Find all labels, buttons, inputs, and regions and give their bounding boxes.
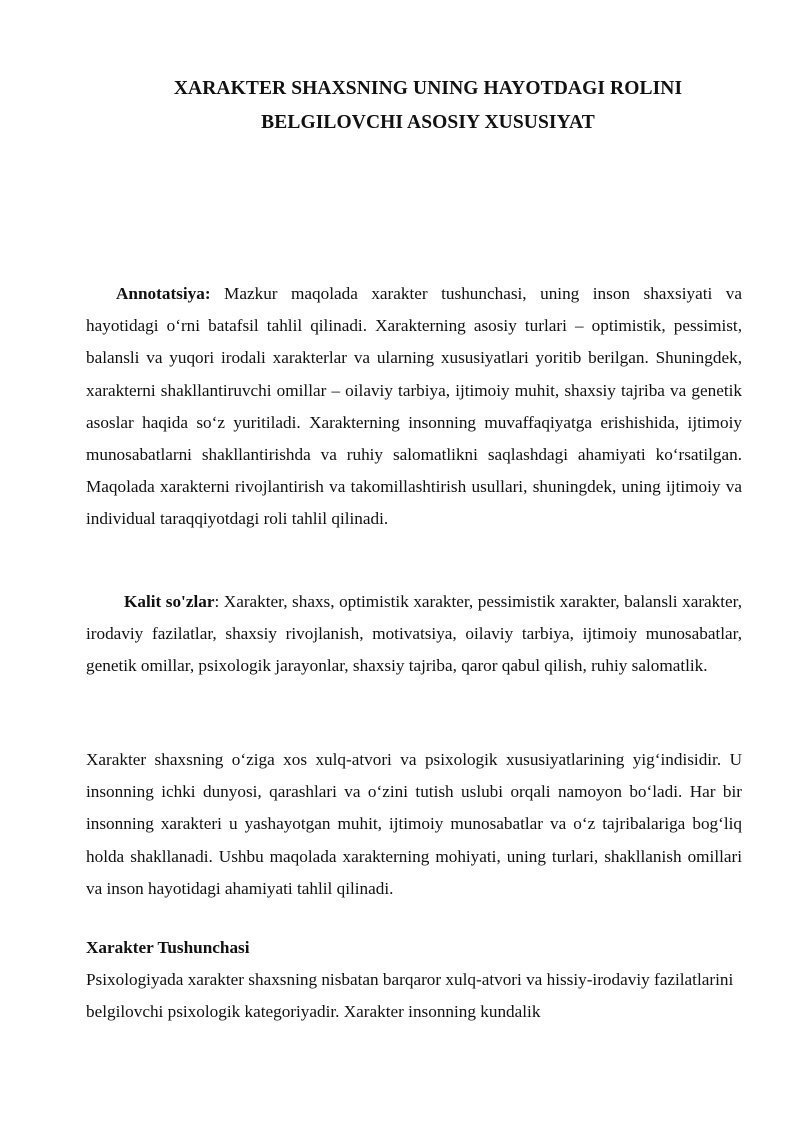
abstract-label: Annotatsiya: <box>116 284 211 303</box>
intro-paragraph: Xarakter shaxsning o‘ziga xos xulq-atvori va psixologik xususiyatlarining yig‘indisidir. U insonning ichki dunyosi, qarashlari va o‘zini tutish uslubi orqali namoyon bo‘ladi. Har bir insonning xarakteri u yashayotgan muhit, ijtimoiy munosabatlar va o‘z tajribalariga bog‘liq holda shakllanadi. Ushbu maqolada xarakterning mohiyati, uning turlari, shakllanish omillari va inson hayotidagi ahamiyati tahlil qilinadi. <box>86 750 742 898</box>
paper-title-line-2: BELGILOVCHI ASOSIY XUSUSIYAT <box>261 112 595 133</box>
paper-title <box>100 72 756 140</box>
keywords-text: : Xarakter, shaxs, optimistik xarakter, pessimistik xarakter, balansli xarakter, irodaviy fazilatlar, shaxsiy rivojlanish, motivatsiya, oilaviy tarbiya, ijtimoiy munosabatlar, genetik omillar, psixologik jarayonlar, shaxsiy tajriba, qaror qabul qilish, ruhiy salomatlik. <box>86 592 743 676</box>
abstract-text: Mazkur maqolada xarakter tushunchasi, uning inson shaxsiyati va hayotidagi o‘rni batafsil tahlil qilinadi. Xarakterning asosiy turlari – optimistik, pessimist, balansli va yuqori irodali xarakterlar va ularning xususiyatlari yoritib berilgan. Shuningdek, xarakterni shakllantiruvchi omillar – oilaviy tarbiya, ijtimoiy muhit, shaxsiy tajriba va genetik asoslar haqida so‘z yuritiladi. Xarakterning insonning muvaffaqiyatga erishishida, ijtimoiy munosabatlarni shakllantirishda va ruhiy salomatlikni saqlashdagi ahamiyati ko‘rsatilgan. Maqolada xarakterni rivojlantirish va takomillashtirish usullari, shuningdek, uning ijtimoiy va individual taraqqiyotdagi roli tahlil qilinadi. <box>86 284 742 529</box>
paper-title-line-1: XARAKTER SHAXSNING UNING HAYOTDAGI ROLINI <box>173 78 683 99</box>
section-heading: Xarakter Tushunchasi <box>86 938 250 957</box>
keywords-paragraph <box>86 586 742 683</box>
section-paragraph: Psixologiyada xarakter shaxsning nisbatan barqaror xulq-atvori va hissiy-irodaviy fazilatlarini belgilovchi psixologik kategoriyadir. Xarakter insonning kundalik <box>86 970 734 1022</box>
abstract-paragraph <box>86 278 742 536</box>
keywords-label: Kalit so'zlar <box>124 592 215 611</box>
